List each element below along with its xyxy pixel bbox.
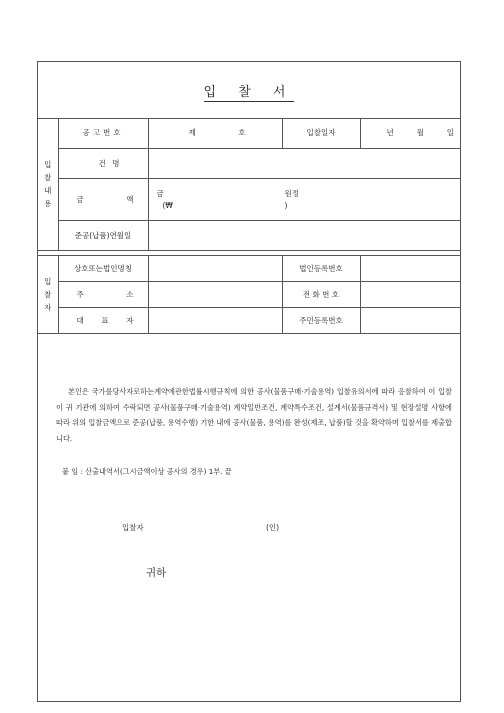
attachment-note: 붙 임 : 산출내역서(그시금액이상 공사의 경우) 1부. 끝	[62, 467, 232, 476]
completion-date-field[interactable]	[148, 220, 460, 250]
representative-field[interactable]	[148, 307, 282, 333]
address-field[interactable]	[148, 281, 282, 307]
representative-label: 대 표 자	[58, 307, 148, 333]
bid-table	[38, 118, 460, 334]
bid-form-sheet	[37, 61, 461, 702]
addressee: 귀하	[146, 567, 167, 579]
corp-reg-field[interactable]	[360, 255, 460, 281]
item-name-label: 건 명	[58, 148, 148, 178]
pledge-text: 본인은 국가를당사자로하는계약에관한법률시행규칙에 의한 공사(물품구매·기술용역) 입찰유의서에 따라 응찰하여 이 입찰이 귀 기관에 의하여 수락되면 공사(물품구매·기술용역) 계약일반조건, 계약특수조건, 설계서(물품규격서) 및 현장설명 사항에 따라 위의 입찰금액으로 준공(납품, 용역수행) 기한 내에 공사(물품, 용역)를 완성(제조, 납품)할 것을 확약하며 입찰서를 제출합니다.	[56, 387, 452, 443]
amount-suffix: 원정	[284, 188, 299, 198]
notice-no-label: 공고번호	[58, 118, 148, 148]
completion-date-label: 준공(납품)연월일	[58, 220, 148, 250]
bid-date-label: 입찰일자	[282, 118, 360, 148]
seal-mark: (인)	[266, 523, 280, 532]
amount-field[interactable]	[148, 178, 460, 220]
corp-reg-label: 법인등록번호	[282, 255, 360, 281]
bid-date-field[interactable]: 년 월 일	[360, 118, 460, 148]
notice-no-field[interactable]: 제 호	[148, 118, 282, 148]
resident-id-field[interactable]	[360, 307, 460, 333]
phone-label: 전 화 번 호	[282, 281, 360, 307]
phone-field[interactable]	[360, 281, 460, 307]
form-title: 입 찰 서	[203, 85, 295, 100]
company-name-field[interactable]	[148, 255, 282, 281]
amount-prefix: 금	[156, 188, 164, 198]
amount-won-close: )	[284, 200, 288, 210]
address-label: 주 소	[58, 281, 148, 307]
section-bidder-label: 입 찰 자	[38, 255, 58, 333]
amount-won-open: (₩	[162, 200, 173, 210]
resident-id-label: 주민등록번호	[282, 307, 360, 333]
company-name-label: 상호또는법인명칭	[58, 255, 148, 281]
amount-label: 금 액	[58, 178, 148, 220]
section-bid-label: 입 찰 내 용	[38, 118, 58, 250]
applicant-label: 입찰자	[122, 523, 144, 532]
item-name-field[interactable]	[148, 148, 460, 178]
title-row	[38, 62, 460, 119]
